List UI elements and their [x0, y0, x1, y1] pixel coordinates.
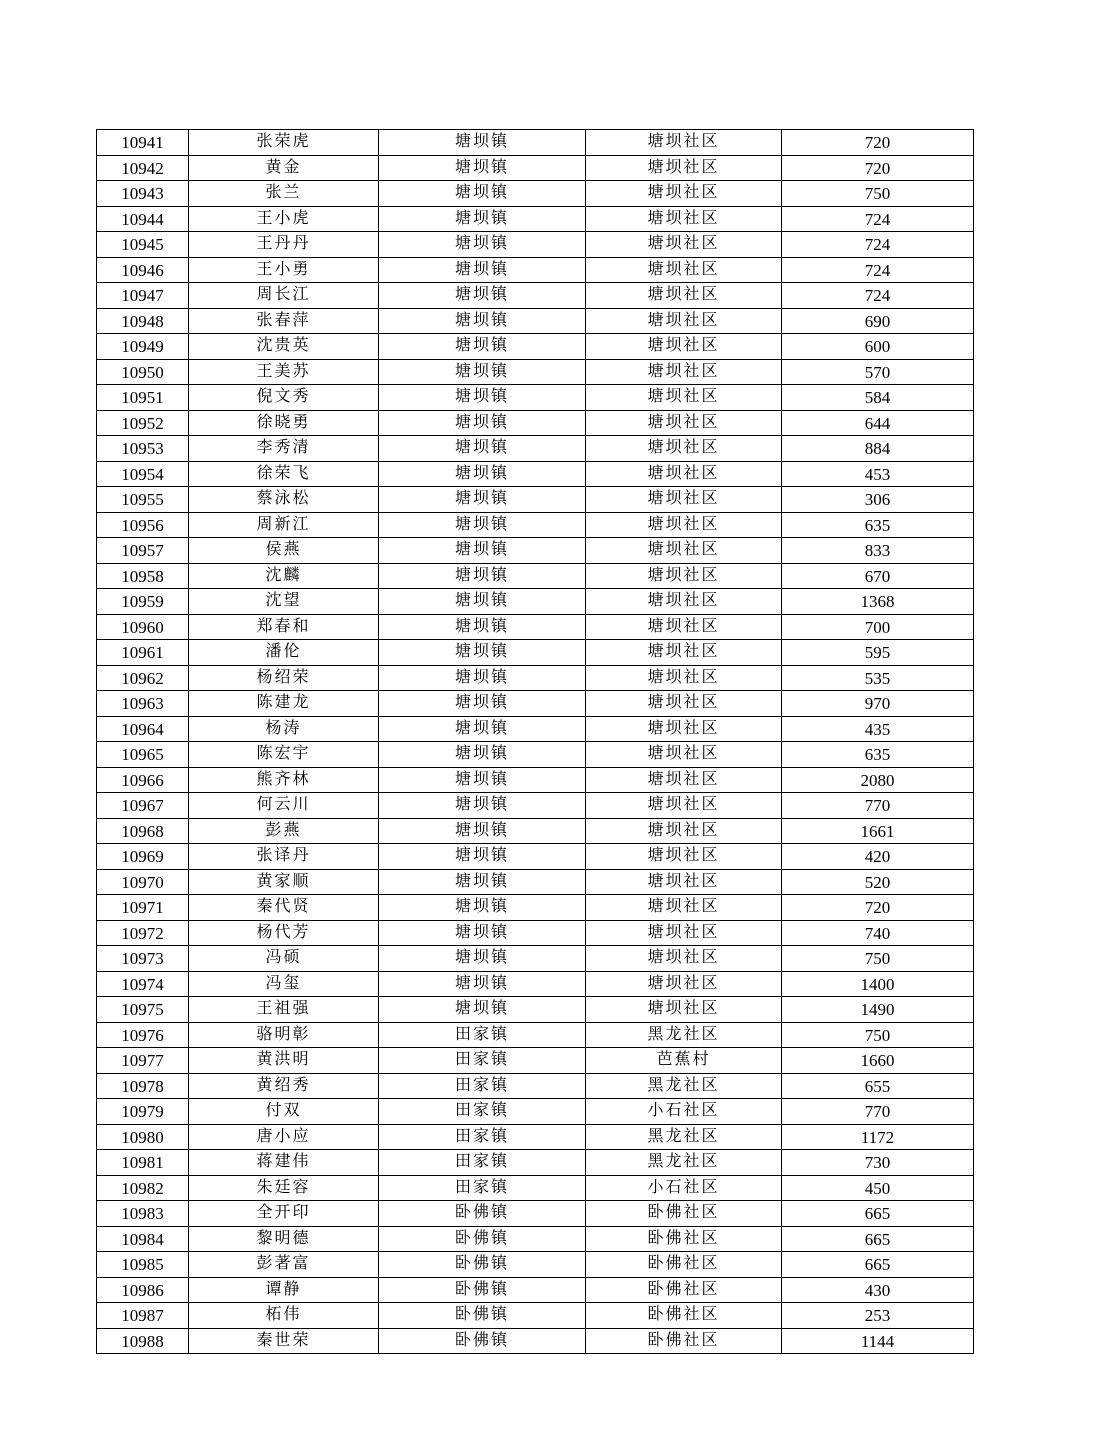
cell-amount: 1172 — [782, 1124, 974, 1150]
cell-town: 塘坝镇 — [379, 385, 586, 411]
cell-community: 塘坝社区 — [586, 640, 782, 666]
table-row — [97, 181, 974, 207]
cell-town: 塘坝镇 — [379, 716, 586, 742]
cell-name: 全开印 — [189, 1201, 379, 1227]
cell-town: 卧佛镇 — [379, 1277, 586, 1303]
cell-name: 张译丹 — [189, 844, 379, 870]
cell-id: 10980 — [97, 1124, 189, 1150]
cell-name: 郑春和 — [189, 614, 379, 640]
cell-amount: 730 — [782, 1150, 974, 1176]
cell-amount: 833 — [782, 538, 974, 564]
cell-id: 10979 — [97, 1099, 189, 1125]
cell-town: 卧佛镇 — [379, 1328, 586, 1354]
cell-community: 卧佛社区 — [586, 1328, 782, 1354]
table-row — [97, 1073, 974, 1099]
table-row — [97, 1022, 974, 1048]
cell-name: 徐荣飞 — [189, 461, 379, 487]
cell-id: 10944 — [97, 206, 189, 232]
table-row — [97, 1099, 974, 1125]
cell-community: 塘坝社区 — [586, 920, 782, 946]
cell-community: 塘坝社区 — [586, 155, 782, 181]
cell-community: 塘坝社区 — [586, 359, 782, 385]
cell-name: 何云川 — [189, 793, 379, 819]
cell-id: 10970 — [97, 869, 189, 895]
cell-community: 塘坝社区 — [586, 589, 782, 615]
cell-town: 塘坝镇 — [379, 206, 586, 232]
cell-name: 熊齐林 — [189, 767, 379, 793]
cell-town: 塘坝镇 — [379, 614, 586, 640]
table-row — [97, 793, 974, 819]
cell-id: 10984 — [97, 1226, 189, 1252]
cell-amount: 655 — [782, 1073, 974, 1099]
cell-town: 塘坝镇 — [379, 283, 586, 309]
cell-amount: 600 — [782, 334, 974, 360]
cell-id: 10954 — [97, 461, 189, 487]
cell-id: 10948 — [97, 308, 189, 334]
cell-id: 10963 — [97, 691, 189, 717]
cell-town: 田家镇 — [379, 1048, 586, 1074]
cell-amount: 770 — [782, 793, 974, 819]
table-row — [97, 1328, 974, 1354]
cell-community: 塘坝社区 — [586, 818, 782, 844]
cell-town: 卧佛镇 — [379, 1252, 586, 1278]
cell-amount: 2080 — [782, 767, 974, 793]
cell-amount: 635 — [782, 742, 974, 768]
cell-community: 卧佛社区 — [586, 1226, 782, 1252]
cell-town: 塘坝镇 — [379, 461, 586, 487]
table-row — [97, 257, 974, 283]
cell-id: 10981 — [97, 1150, 189, 1176]
cell-amount: 720 — [782, 155, 974, 181]
cell-id: 10983 — [97, 1201, 189, 1227]
cell-id: 10965 — [97, 742, 189, 768]
cell-name: 潘伦 — [189, 640, 379, 666]
cell-community: 塘坝社区 — [586, 716, 782, 742]
cell-name: 沈麟 — [189, 563, 379, 589]
cell-community: 黑龙社区 — [586, 1124, 782, 1150]
cell-name: 王美苏 — [189, 359, 379, 385]
table-row — [97, 589, 974, 615]
cell-name: 黄金 — [189, 155, 379, 181]
cell-community: 塘坝社区 — [586, 691, 782, 717]
cell-town: 塘坝镇 — [379, 742, 586, 768]
cell-town: 田家镇 — [379, 1073, 586, 1099]
cell-id: 10961 — [97, 640, 189, 666]
cell-amount: 253 — [782, 1303, 974, 1329]
cell-name: 付双 — [189, 1099, 379, 1125]
cell-id: 10945 — [97, 232, 189, 258]
cell-name: 唐小应 — [189, 1124, 379, 1150]
cell-id: 10976 — [97, 1022, 189, 1048]
cell-community: 黑龙社区 — [586, 1073, 782, 1099]
cell-town: 塘坝镇 — [379, 665, 586, 691]
cell-amount: 570 — [782, 359, 974, 385]
cell-name: 秦代贤 — [189, 895, 379, 921]
table-row — [97, 232, 974, 258]
table-row — [97, 563, 974, 589]
cell-id: 10977 — [97, 1048, 189, 1074]
cell-name: 陈建龙 — [189, 691, 379, 717]
cell-amount: 720 — [782, 130, 974, 156]
cell-community: 塘坝社区 — [586, 410, 782, 436]
cell-name: 沈望 — [189, 589, 379, 615]
table-row — [97, 997, 974, 1023]
cell-community: 卧佛社区 — [586, 1201, 782, 1227]
cell-community: 卧佛社区 — [586, 1303, 782, 1329]
cell-name: 朱廷容 — [189, 1175, 379, 1201]
cell-community: 塘坝社区 — [586, 206, 782, 232]
table-row — [97, 1150, 974, 1176]
cell-community: 塘坝社区 — [586, 487, 782, 513]
cell-amount: 520 — [782, 869, 974, 895]
cell-id: 10985 — [97, 1252, 189, 1278]
cell-community: 塘坝社区 — [586, 997, 782, 1023]
cell-town: 田家镇 — [379, 1150, 586, 1176]
cell-amount: 750 — [782, 1022, 974, 1048]
cell-community: 塘坝社区 — [586, 283, 782, 309]
table-row — [97, 920, 974, 946]
cell-town: 塘坝镇 — [379, 181, 586, 207]
cell-id: 10956 — [97, 512, 189, 538]
cell-amount: 690 — [782, 308, 974, 334]
cell-town: 塘坝镇 — [379, 334, 586, 360]
cell-name: 冯玺 — [189, 971, 379, 997]
cell-name: 秦世荣 — [189, 1328, 379, 1354]
cell-amount: 724 — [782, 283, 974, 309]
cell-town: 塘坝镇 — [379, 563, 586, 589]
cell-name: 冯硕 — [189, 946, 379, 972]
cell-amount: 584 — [782, 385, 974, 411]
cell-name: 沈贵英 — [189, 334, 379, 360]
cell-name: 谭静 — [189, 1277, 379, 1303]
table-row — [97, 538, 974, 564]
cell-id: 10960 — [97, 614, 189, 640]
cell-name: 蒋建伟 — [189, 1150, 379, 1176]
cell-amount: 1400 — [782, 971, 974, 997]
cell-name: 王丹丹 — [189, 232, 379, 258]
cell-id: 10971 — [97, 895, 189, 921]
cell-id: 10941 — [97, 130, 189, 156]
table-row — [97, 640, 974, 666]
cell-name: 彭著富 — [189, 1252, 379, 1278]
table-row — [97, 461, 974, 487]
cell-name: 张荣虎 — [189, 130, 379, 156]
cell-id: 10968 — [97, 818, 189, 844]
cell-amount: 740 — [782, 920, 974, 946]
cell-town: 塘坝镇 — [379, 512, 586, 538]
cell-name: 倪文秀 — [189, 385, 379, 411]
cell-amount: 665 — [782, 1252, 974, 1278]
table-row — [97, 1303, 974, 1329]
table-row — [97, 869, 974, 895]
cell-name: 王小虎 — [189, 206, 379, 232]
cell-community: 塘坝社区 — [586, 793, 782, 819]
cell-amount: 644 — [782, 410, 974, 436]
cell-name: 彭燕 — [189, 818, 379, 844]
cell-town: 塘坝镇 — [379, 155, 586, 181]
cell-id: 10975 — [97, 997, 189, 1023]
cell-name: 周长江 — [189, 283, 379, 309]
cell-amount: 1490 — [782, 997, 974, 1023]
cell-name: 柘伟 — [189, 1303, 379, 1329]
table-row — [97, 946, 974, 972]
cell-name: 黄绍秀 — [189, 1073, 379, 1099]
cell-town: 塘坝镇 — [379, 691, 586, 717]
cell-town: 塘坝镇 — [379, 869, 586, 895]
cell-id: 10957 — [97, 538, 189, 564]
data-table — [96, 129, 974, 1354]
table-row — [97, 665, 974, 691]
cell-town: 塘坝镇 — [379, 997, 586, 1023]
cell-community: 塘坝社区 — [586, 436, 782, 462]
cell-id: 10942 — [97, 155, 189, 181]
cell-name: 黄洪明 — [189, 1048, 379, 1074]
cell-id: 10974 — [97, 971, 189, 997]
cell-community: 塘坝社区 — [586, 563, 782, 589]
cell-community: 塘坝社区 — [586, 844, 782, 870]
cell-id: 10953 — [97, 436, 189, 462]
cell-id: 10943 — [97, 181, 189, 207]
table-row — [97, 767, 974, 793]
cell-town: 塘坝镇 — [379, 308, 586, 334]
cell-amount: 670 — [782, 563, 974, 589]
cell-community: 黑龙社区 — [586, 1022, 782, 1048]
cell-community: 塘坝社区 — [586, 130, 782, 156]
cell-community: 塘坝社区 — [586, 385, 782, 411]
cell-amount: 970 — [782, 691, 974, 717]
cell-id: 10966 — [97, 767, 189, 793]
cell-id: 10958 — [97, 563, 189, 589]
cell-name: 张兰 — [189, 181, 379, 207]
cell-community: 塘坝社区 — [586, 181, 782, 207]
table-row — [97, 971, 974, 997]
cell-amount: 750 — [782, 946, 974, 972]
cell-town: 塘坝镇 — [379, 946, 586, 972]
table-row — [97, 844, 974, 870]
cell-town: 卧佛镇 — [379, 1201, 586, 1227]
cell-community: 塘坝社区 — [586, 665, 782, 691]
cell-town: 塘坝镇 — [379, 793, 586, 819]
cell-town: 塘坝镇 — [379, 487, 586, 513]
cell-town: 塘坝镇 — [379, 818, 586, 844]
cell-name: 杨绍荣 — [189, 665, 379, 691]
cell-town: 塘坝镇 — [379, 767, 586, 793]
cell-amount: 453 — [782, 461, 974, 487]
cell-name: 杨代芳 — [189, 920, 379, 946]
table-row — [97, 436, 974, 462]
table-row — [97, 206, 974, 232]
cell-amount: 720 — [782, 895, 974, 921]
cell-community: 卧佛社区 — [586, 1277, 782, 1303]
table-row — [97, 512, 974, 538]
cell-id: 10986 — [97, 1277, 189, 1303]
cell-amount: 635 — [782, 512, 974, 538]
cell-community: 塘坝社区 — [586, 512, 782, 538]
cell-name: 陈宏宇 — [189, 742, 379, 768]
table-row — [97, 614, 974, 640]
cell-town: 塘坝镇 — [379, 359, 586, 385]
cell-town: 卧佛镇 — [379, 1226, 586, 1252]
cell-id: 10950 — [97, 359, 189, 385]
cell-town: 塘坝镇 — [379, 232, 586, 258]
cell-community: 塘坝社区 — [586, 308, 782, 334]
cell-name: 李秀清 — [189, 436, 379, 462]
cell-amount: 700 — [782, 614, 974, 640]
cell-name: 王祖强 — [189, 997, 379, 1023]
cell-amount: 724 — [782, 257, 974, 283]
cell-town: 塘坝镇 — [379, 538, 586, 564]
table-row — [97, 1124, 974, 1150]
cell-amount: 750 — [782, 181, 974, 207]
table-row — [97, 130, 974, 156]
cell-town: 塘坝镇 — [379, 410, 586, 436]
cell-community: 卧佛社区 — [586, 1252, 782, 1278]
cell-amount: 450 — [782, 1175, 974, 1201]
cell-id: 10952 — [97, 410, 189, 436]
cell-id: 10988 — [97, 1328, 189, 1354]
table-row — [97, 1226, 974, 1252]
cell-amount: 535 — [782, 665, 974, 691]
table-row — [97, 1201, 974, 1227]
cell-community: 塘坝社区 — [586, 257, 782, 283]
cell-amount: 770 — [782, 1099, 974, 1125]
cell-name: 张春萍 — [189, 308, 379, 334]
cell-community: 塘坝社区 — [586, 895, 782, 921]
table-row — [97, 487, 974, 513]
cell-id: 10959 — [97, 589, 189, 615]
cell-town: 田家镇 — [379, 1099, 586, 1125]
cell-id: 10969 — [97, 844, 189, 870]
cell-amount: 430 — [782, 1277, 974, 1303]
cell-amount: 595 — [782, 640, 974, 666]
cell-community: 小石社区 — [586, 1099, 782, 1125]
cell-id: 10947 — [97, 283, 189, 309]
cell-amount: 724 — [782, 232, 974, 258]
cell-name: 骆明彰 — [189, 1022, 379, 1048]
cell-id: 10972 — [97, 920, 189, 946]
cell-community: 塘坝社区 — [586, 334, 782, 360]
cell-town: 塘坝镇 — [379, 130, 586, 156]
table-row — [97, 283, 974, 309]
cell-community: 塘坝社区 — [586, 767, 782, 793]
cell-town: 田家镇 — [379, 1175, 586, 1201]
cell-town: 塘坝镇 — [379, 920, 586, 946]
table-row — [97, 385, 974, 411]
table-row — [97, 716, 974, 742]
cell-id: 10967 — [97, 793, 189, 819]
cell-name: 蔡泳松 — [189, 487, 379, 513]
cell-name: 王小勇 — [189, 257, 379, 283]
cell-town: 塘坝镇 — [379, 257, 586, 283]
cell-amount: 1660 — [782, 1048, 974, 1074]
cell-amount: 665 — [782, 1226, 974, 1252]
cell-community: 塘坝社区 — [586, 946, 782, 972]
cell-town: 塘坝镇 — [379, 971, 586, 997]
cell-community: 塘坝社区 — [586, 614, 782, 640]
table-row — [97, 895, 974, 921]
cell-community: 小石社区 — [586, 1175, 782, 1201]
cell-name: 黄家顺 — [189, 869, 379, 895]
cell-id: 10951 — [97, 385, 189, 411]
cell-name: 杨涛 — [189, 716, 379, 742]
cell-id: 10964 — [97, 716, 189, 742]
table-row — [97, 1277, 974, 1303]
cell-amount: 884 — [782, 436, 974, 462]
cell-town: 田家镇 — [379, 1022, 586, 1048]
cell-community: 黑龙社区 — [586, 1150, 782, 1176]
cell-town: 塘坝镇 — [379, 844, 586, 870]
cell-town: 塘坝镇 — [379, 640, 586, 666]
cell-id: 10987 — [97, 1303, 189, 1329]
cell-community: 塘坝社区 — [586, 538, 782, 564]
cell-community: 塘坝社区 — [586, 869, 782, 895]
cell-name: 侯燕 — [189, 538, 379, 564]
table-row — [97, 1175, 974, 1201]
cell-amount: 1368 — [782, 589, 974, 615]
cell-amount: 665 — [782, 1201, 974, 1227]
cell-community: 芭蕉村 — [586, 1048, 782, 1074]
cell-community: 塘坝社区 — [586, 742, 782, 768]
cell-id: 10978 — [97, 1073, 189, 1099]
cell-id: 10962 — [97, 665, 189, 691]
cell-community: 塘坝社区 — [586, 971, 782, 997]
cell-amount: 1661 — [782, 818, 974, 844]
cell-id: 10946 — [97, 257, 189, 283]
cell-town: 塘坝镇 — [379, 436, 586, 462]
cell-id: 10982 — [97, 1175, 189, 1201]
cell-amount: 724 — [782, 206, 974, 232]
table-row — [97, 1048, 974, 1074]
cell-id: 10949 — [97, 334, 189, 360]
cell-id: 10973 — [97, 946, 189, 972]
cell-id: 10955 — [97, 487, 189, 513]
cell-town: 田家镇 — [379, 1124, 586, 1150]
cell-name: 黎明德 — [189, 1226, 379, 1252]
cell-community: 塘坝社区 — [586, 461, 782, 487]
cell-town: 塘坝镇 — [379, 895, 586, 921]
table-row — [97, 691, 974, 717]
cell-town: 塘坝镇 — [379, 589, 586, 615]
cell-name: 周新江 — [189, 512, 379, 538]
table-row — [97, 742, 974, 768]
cell-amount: 1144 — [782, 1328, 974, 1354]
cell-amount: 420 — [782, 844, 974, 870]
table-row — [97, 334, 974, 360]
table-row — [97, 155, 974, 181]
table-row — [97, 359, 974, 385]
cell-name: 徐晓勇 — [189, 410, 379, 436]
cell-amount: 306 — [782, 487, 974, 513]
table-row — [97, 1252, 974, 1278]
table-body — [97, 130, 974, 1354]
table-row — [97, 818, 974, 844]
cell-community: 塘坝社区 — [586, 232, 782, 258]
table-row — [97, 308, 974, 334]
table-row — [97, 410, 974, 436]
cell-amount: 435 — [782, 716, 974, 742]
cell-town: 卧佛镇 — [379, 1303, 586, 1329]
